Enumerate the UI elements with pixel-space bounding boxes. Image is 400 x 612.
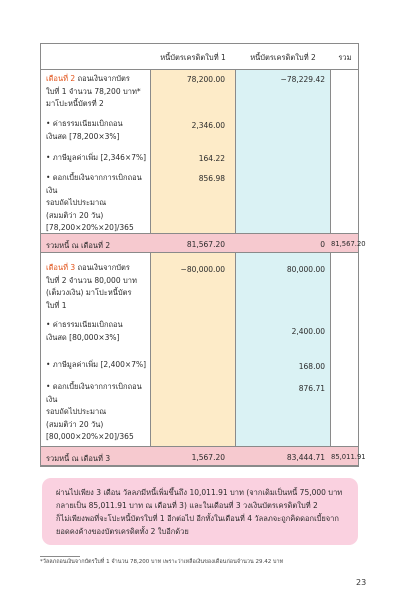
header-card1: หนี้บัตรเครดิตใบที่ 1 bbox=[160, 53, 226, 62]
month3-description bbox=[46, 262, 150, 312]
month3-line4: ใบที่ 1 bbox=[46, 300, 67, 310]
summary-note bbox=[42, 478, 358, 545]
month2-sum-card1: 81,567.20 bbox=[186, 240, 225, 249]
column-divider bbox=[150, 44, 151, 466]
debt-table bbox=[40, 43, 366, 467]
month3-line3: (เต็มวงเงิน) มาโปะหนี้บัตร bbox=[46, 288, 132, 297]
month2-sum-total: 81,567.20 bbox=[331, 240, 366, 248]
month2-vat-card1: 164.22 bbox=[198, 154, 225, 163]
month3-interest-card2: 876.71 bbox=[298, 384, 325, 393]
note-line: ยอดคงค้างของบัตรเครดิตทั้ง 2 ใบอีกด้วย bbox=[56, 527, 189, 536]
note-line: ผ่านไปเพียง 3 เดือน วัลลภมีหนี้เพิ่มขึ้นถึง 10,011.91 บาท (จากเดิมเป็นหนี้ 75,000 บาท bbox=[56, 488, 343, 497]
header-card2: หนี้บัตรเครดิตใบที่ 2 bbox=[250, 53, 316, 62]
month2-vat-item bbox=[46, 152, 150, 165]
item-line: • ค่าธรรมเนียมเบิกถอน bbox=[46, 119, 123, 128]
total-column bbox=[330, 44, 366, 466]
month3-fee-card2: 2,400.00 bbox=[291, 327, 325, 336]
item-line: • ดอกเบี้ยเงินจากการเบิกถอนเงิน bbox=[46, 382, 142, 404]
item-line: เงินสด [80,000×3%] bbox=[46, 332, 120, 342]
month3-vat-item bbox=[46, 359, 150, 372]
month3-sum-label: รวมหนี้ ณ เดือนที่ 3 bbox=[46, 454, 111, 463]
month3-move-card1: −80,000.00 bbox=[180, 265, 225, 274]
month2-description bbox=[46, 73, 150, 111]
item-line: • ดอกเบี้ยเงินจากการเบิกถอนเงิน bbox=[46, 173, 142, 195]
month2-summary-row bbox=[41, 233, 366, 253]
month2-line3: มาโปะหนี้บัตรที่ 2 bbox=[46, 99, 104, 108]
month2-sum-card2: 0 bbox=[320, 240, 325, 249]
month3-sum-total: 85,011.91 bbox=[331, 453, 366, 461]
month2-interest-card1: 856.98 bbox=[198, 174, 225, 183]
note-line: ก็ไม่เพียงพอที่จะโปะหนี้บัตรใบที่ 1 อีกต่อไป อีกทั้งในเดือนที่ 4 วัลลภจะถูกคิดดอกเบี้ยจาก bbox=[56, 514, 339, 523]
note-line: กลายเป็น 85,011.91 บาท ณ เดือนที่ 3) และในเดือนที่ 3 วงเงินบัตรเครดิตใบที่ 2 bbox=[56, 501, 318, 510]
page-number: 23 bbox=[356, 578, 367, 587]
month3-line2: ใบที่ 2 จำนวน 80,000 บาท bbox=[46, 275, 137, 285]
month3-fee-item bbox=[46, 319, 150, 344]
month3-label: เดือนที่ 3 bbox=[46, 263, 76, 272]
item-line: • ค่าธรรมเนียมเบิกถอน bbox=[46, 320, 123, 329]
month3-sum-card2: 83,444.71 bbox=[286, 453, 325, 462]
month2-move-card2: −78,229.42 bbox=[280, 75, 325, 84]
month2-label: เดือนที่ 2 bbox=[46, 74, 76, 83]
item-line: • ภาษีมูลค่าเพิ่ม [2,400×7%] bbox=[46, 360, 147, 369]
item-line: (สมมติว่า 20 วัน) bbox=[46, 210, 104, 220]
card2-column bbox=[235, 44, 330, 466]
item-line: (สมมติว่า 20 วัน) bbox=[46, 419, 104, 429]
table-header bbox=[41, 44, 358, 70]
footnote: *วัลลภถอนเงินจากบัตรใบที่ 1 จำนวน 78,200 บาท เพราะว่าเหลือเงินของเดือนก่อนจำนวน 29.42 บาท bbox=[40, 559, 284, 565]
month2-move-card1: 78,200.00 bbox=[186, 75, 225, 84]
month3-summary-row bbox=[41, 446, 366, 466]
month3-sum-card1: 1,567.20 bbox=[191, 453, 225, 462]
item-line: • ภาษีมูลค่าเพิ่ม [2,346×7%] bbox=[46, 153, 147, 162]
month2-fee-item bbox=[46, 118, 150, 143]
column-divider bbox=[235, 44, 236, 466]
item-line: รอบถัดไปประมาณ bbox=[46, 407, 107, 416]
month2-interest-item bbox=[46, 172, 150, 235]
item-line: เงินสด [78,200×3%] bbox=[46, 131, 120, 141]
header-total: รวม bbox=[338, 53, 352, 62]
item-line: รอบถัดไปประมาณ bbox=[46, 198, 107, 207]
card1-column bbox=[150, 44, 235, 466]
month2-line2: ใบที่ 1 จำนวน 78,200 บาท* bbox=[46, 86, 141, 96]
item-line: [80,000×20%×20]/365 bbox=[46, 432, 134, 441]
column-divider bbox=[330, 44, 331, 466]
month2-fee-card1: 2,346.00 bbox=[191, 121, 225, 130]
month3-interest-item bbox=[46, 381, 150, 444]
footnote-divider bbox=[40, 556, 80, 557]
month3-line1: ถอนเงินจากบัตร bbox=[77, 263, 130, 272]
month3-move-card2: 80,000.00 bbox=[286, 265, 325, 274]
month2-sum-label: รวมหนี้ ณ เดือนที่ 2 bbox=[46, 241, 111, 250]
month2-line1: ถอนเงินจากบัตร bbox=[77, 74, 130, 83]
month3-vat-card2: 168.00 bbox=[298, 362, 325, 371]
item-line: [78,200×20%×20]/365 bbox=[46, 223, 134, 232]
